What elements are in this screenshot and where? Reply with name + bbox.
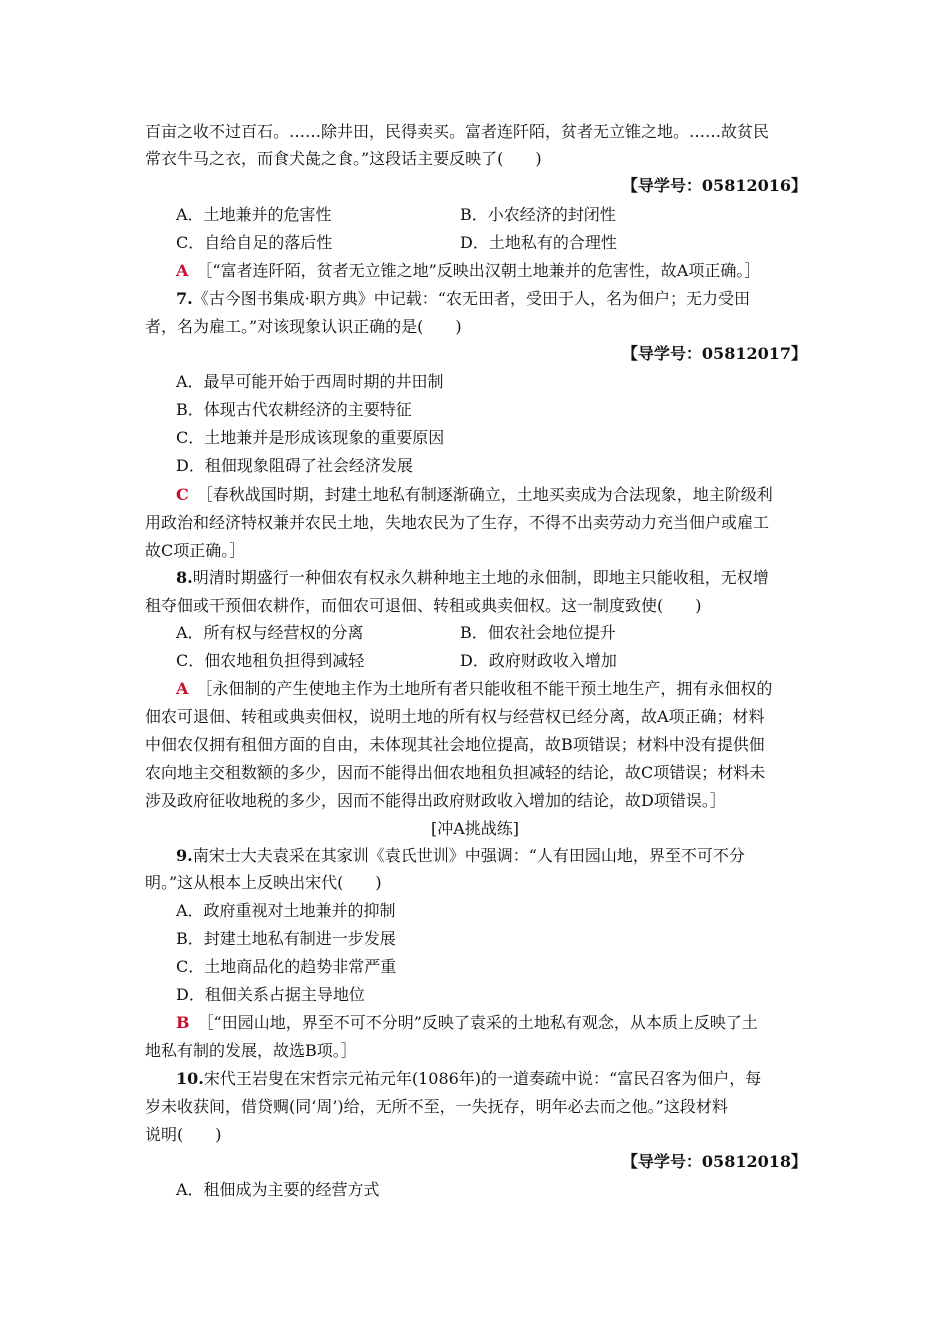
q8-explanation: ［永佃制的产生使地主作为土地所有者只能收租不能干预土地生产，拥有永佃权的 [196, 679, 773, 698]
q6-answer-line [176, 260, 760, 282]
q9-explanation-line2: 地私有制的发展，故选B项。］ [145, 1041, 357, 1060]
q7-answer: C [176, 485, 189, 504]
q9-number: 9. [176, 846, 193, 865]
q7-option-b: B．体现古代农耕经济的主要特征 [176, 400, 412, 419]
q9-stem-text: 南宋士大夫袁采在其家训《袁氏世训》中强调：“人有田园山地，界至不可不分 [192, 846, 745, 865]
q8-answer: A [176, 679, 189, 698]
q6-explanation: ［“富者连阡陌，贫者无立锥之地”反映出汉朝土地兼并的危害性，故A项正确。］ [196, 261, 761, 280]
q8-option-a: A．所有权与经营权的分离 [176, 623, 364, 642]
q7-number: 7. [176, 289, 193, 308]
q8-explanation-line1 [176, 678, 772, 700]
q10-stem-text: 宋代王岩叟在宋哲宗元祐元年(1086年)的一道奏疏中说：“富民召客为佃户，每 [203, 1069, 762, 1088]
q6-answer: A [176, 261, 189, 280]
q7-explanation-line1 [176, 484, 773, 506]
q8-option-b: B．佃农社会地位提升 [460, 623, 616, 642]
q8-explanation-line2: 佃农可退佃、转租或典卖佃权，说明土地的所有权与经营权已经分离，故A项正确；材料 [145, 707, 765, 726]
q7-option-a: A．最早可能开始于西周时期的井田制 [176, 372, 444, 391]
q8-stem-line1 [176, 567, 769, 589]
q10-stem-line1 [176, 1068, 761, 1090]
q8-stem-text: 明清时期盛行一种佃农有权永久耕种地主土地的永佃制，即地主只能收租，无权增 [192, 568, 769, 587]
q9-option-c: C．土地商品化的趋势非常严重 [176, 957, 397, 976]
q10-stem-line2: 岁未收获间，借贷赒(同‘周’)给，无所不至，一失抚存，明年必去而之他。”这段材料 [145, 1097, 728, 1116]
q6-stem-line1: 百亩之收不过百石。……除井田，民得卖买。富者连阡陌，贫者无立锥之地。……故贫民 [145, 122, 770, 141]
q6-guide-number: 【导学号：05812016】 [621, 176, 807, 195]
q10-stem-line3: 说明( ) [145, 1125, 222, 1144]
q6-option-a: A．土地兼并的危害性 [176, 205, 332, 224]
q10-number: 10. [176, 1069, 204, 1088]
q7-stem-line1 [176, 288, 750, 310]
q7-stem-line2: 者，名为雇工。”对该现象认识正确的是( ) [145, 317, 462, 336]
q6-stem-line2: 常衣牛马之衣，而食犬彘之食。”这段话主要反映了( ) [145, 149, 542, 168]
q9-answer: B [176, 1013, 190, 1032]
q7-explanation-line3: 故C项正确。］ [145, 541, 246, 560]
q10-option-a: A．租佃成为主要的经营方式 [176, 1180, 380, 1199]
q9-explanation: ［“田园山地，界至不可不分明”反映了袁采的土地私有观念，从本质上反映了土 [197, 1013, 758, 1032]
q8-explanation-line5: 涉及政府征收地税的多少，因而不能得出政府财政收入增加的结论，故D项错误。］ [145, 791, 726, 810]
q7-stem-text: 《古今图书集成·职方典》中记载：“农无田者，受田于人，名为佃户；无力受田 [192, 289, 750, 308]
q8-explanation-line4: 农向地主交租数额的多少，因而不能得出佃农地租负担减轻的结论，故C项错误；材料未 [145, 763, 766, 782]
q10-guide-number: 【导学号：05812018】 [621, 1152, 807, 1171]
q8-stem-line2: 租夺佃或干预佃农耕作，而佃农可退佃、转租或典卖佃权。这一制度致使( ) [145, 596, 702, 615]
q9-option-b: B．封建土地私有制进一步发展 [176, 929, 396, 948]
section-heading: [冲A挑战练] [430, 819, 520, 838]
q7-explanation: ［春秋战国时期，封建土地私有制逐渐确立，土地买卖成为合法现象，地主阶级利 [196, 485, 773, 504]
q8-explanation-line3: 中佃农仅拥有租佃方面的自由，未体现其社会地位提高，故B项错误；材料中没有提供佃 [145, 735, 765, 754]
q7-option-d: D．租佃现象阻碍了社会经济发展 [176, 456, 413, 475]
q9-stem-line1 [176, 845, 745, 867]
q7-explanation-line2: 用政治和经济特权兼并农民土地，失地农民为了生存，不得不出卖劳动力充当佃户或雇工 [145, 513, 770, 532]
q8-option-c: C．佃农地租负担得到减轻 [176, 651, 365, 670]
q9-option-a: A．政府重视对土地兼并的抑制 [176, 901, 396, 920]
q6-option-c: C．自给自足的落后性 [176, 233, 333, 252]
q6-option-d: D．土地私有的合理性 [460, 233, 617, 252]
q9-stem-line2: 明。”这从根本上反映出宋代( ) [145, 873, 382, 892]
q7-guide-number: 【导学号：05812017】 [621, 344, 807, 363]
q6-option-b: B．小农经济的封闭性 [460, 205, 616, 224]
q9-explanation-line1 [176, 1012, 758, 1034]
q8-number: 8. [176, 568, 193, 587]
q8-option-d: D．政府财政收入增加 [460, 651, 617, 670]
q9-option-d: D．租佃关系占据主导地位 [176, 985, 365, 1004]
q7-option-c: C．土地兼并是形成该现象的重要原因 [176, 428, 445, 447]
